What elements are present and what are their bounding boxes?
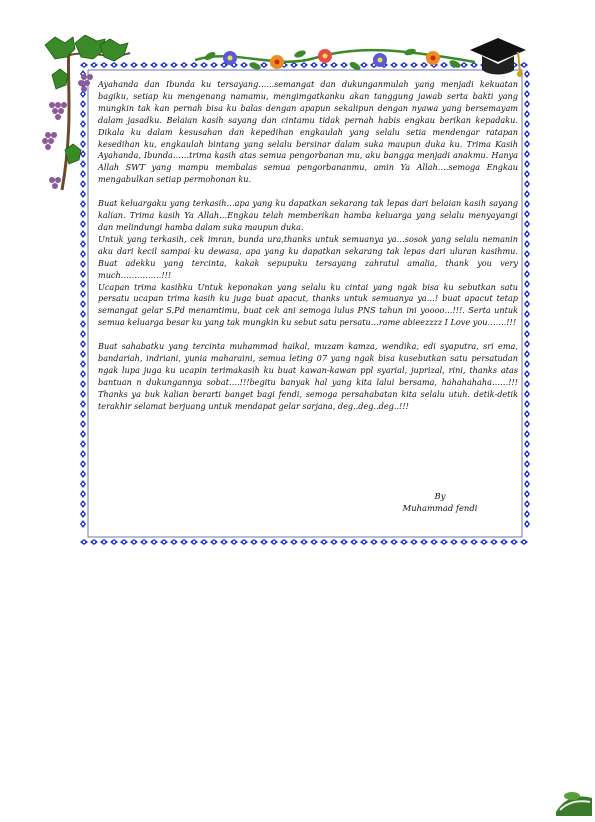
flower-garland-icon [195,38,475,82]
scroll-leaf-icon [552,788,595,822]
paragraph-nephews: Ucapan trima kasihku Untuk keponakan yang selalu ku cintai yang ngak bisa ku sebutkan satu persatu ucapan trima kasih ku juga buat apacut, thanks untuk semuanya ya…! buat apacut tetap semangat gelar S.Pd menamtimu, buat cek ani semoga lulus PNS tahun ini yoooo…!!!. Serta untuk semua keluarga besar ku yang tak mungkin ku sebut satu persatu…rame abieezzzz I Love you…….!!! [98,281,518,328]
letter-body [98,79,518,413]
paragraph-family: Buat keluargaku yang terkasih…apa yang ku dapatkan sekarang tak lepas dari belaian kasih sayang kalian. Trima kasih Ya Allah…Engkau telah memberikan hamba keluarga yang selalu menyayangi dan melindungi hamba dalam suka maupun duka. [98,198,518,232]
paragraph-parents: Ayahanda dan Ibunda ku tersayang…...semangat dan dukunganmulah yang menjadi kekuatan bagiku, setiap ku mengenang namamu, mengimgatkanku akan tanggung jawab serta bakti yang mungkin tak kan pernah bisa ku balas dengan apapun sekalipun dengan nyawa yang bersemayam dalam jasadku. Belaian kasih sayang dan cintamu tidak pernah habis engkau berikan kepadaku. Dikala ku dalam kesusahan dan kepedihan engkaulah yang selalu setia mendengar ratapan kesedihan ku, engkaulah bintang yang selalu bersinar dalam suka maupun duka ku. Trima Kasih Ayahanda, Ibunda……trima kasih atas semua pengorbanan mu, aku bangga menjadi anakmu. Hanya Allah SWT yang mampu membalas semua pengorbananmu, amin Ya Allah….semoga Engkau mengabulkan setiap permohonan ku. [98,79,518,185]
paragraph-friends: Buat sahabatku yang tercinta muhammad haikal, muzam kamza, wendika, edi syaputra, sri ema, bandariah, indriani, yunia maharaini, semua leting 07 yang ngak bisa kusebutkan satu persatudan ngak lupa juga ku ucapin terimakasih ku buat kawan-kawan ppl syarial, juprizal, rini, thanks atas bantuan n dukungannya sobat….!!!begitu banyak hal yang kita lalui bersama, hahahahaha……!!! Thanks ya buk kalian berarti banget bagi fendi, semoga persahabatan kita selalu utuh. detik-detik terakhir selamat berjuang untuk mendapat gelar sarjana, deg..deg..deg..!!! [98,341,518,411]
signature-name: Muhammad fendi [402,503,478,513]
signature-block [340,490,540,514]
paragraph-relatives: Untuk yang terkasih, cek imran, bunda ura,thanks untuk semuanya ya…sosok yang selalu nemanin aku dari kecil sampai ku dewasa, apa yang ku dapatkan sekarang tak lepas dari uluran kasihmu. Buat adekku yang tercinta, kakak sepupuku tersayang zahratul amalia, thank you very much……………!!! [98,233,518,280]
signature-by: By [434,491,446,501]
